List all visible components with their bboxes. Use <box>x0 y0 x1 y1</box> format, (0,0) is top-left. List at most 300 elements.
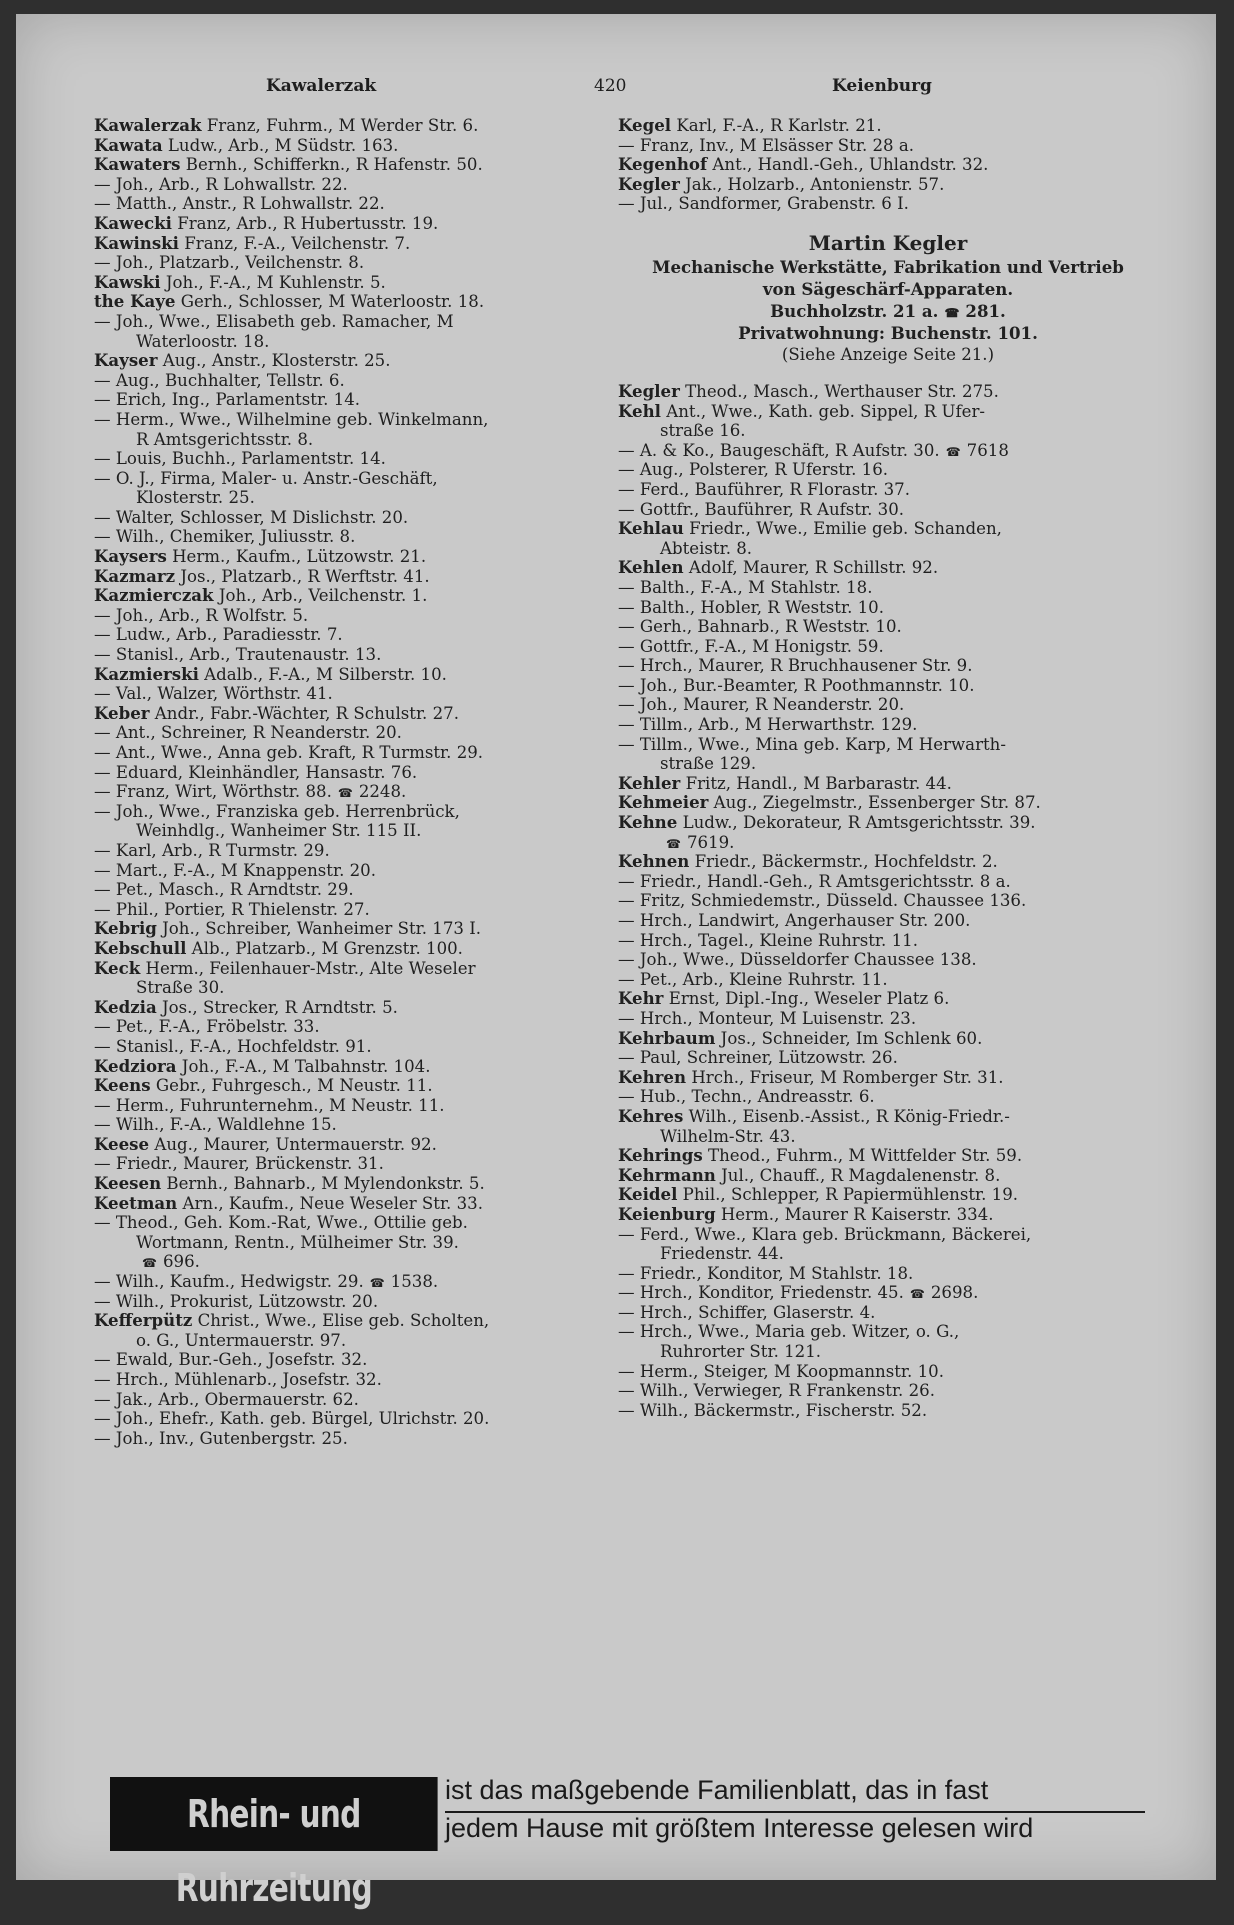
advertisement-line <box>618 300 1158 322</box>
directory-entry <box>94 1350 604 1370</box>
entry-text: — Friedr., Konditor, M Stahlstr. 18. <box>618 1263 914 1283</box>
directory-entry <box>618 617 1158 637</box>
directory-entry <box>618 1264 1158 1284</box>
surname: Kebrig <box>94 919 157 939</box>
entry-text: — Ant., Wwe., Anna geb. Kraft, R Turmstr. 29. <box>94 743 484 762</box>
surname: Keck <box>94 958 141 978</box>
directory-entry <box>618 931 1158 951</box>
entry-text: Gebr., Fuhrgesch., M Neustr. 11. <box>150 1076 433 1096</box>
directory-entry <box>94 1076 604 1096</box>
surname: Kazmarz <box>94 566 176 586</box>
entry-text: — Franz, Inv., M Elsässer Str. 28 a. <box>618 135 915 155</box>
entry-text: Hrch., Friseur, M Romberger Str. 31. <box>686 1067 1004 1087</box>
entry-text: — Theod., Geh. Kom.-Rat, Wwe., Ottilie geb. <box>94 1213 468 1233</box>
entry-text: — Hrch., Tagel., Kleine Ruhrstr. 11. <box>618 930 918 950</box>
directory-entry <box>94 1331 604 1351</box>
directory-entry <box>94 1017 604 1037</box>
entry-text: Klosterstr. 25. <box>136 488 255 508</box>
entry-text: Jul., Chauff., R Magdalenenstr. 8. <box>715 1165 1001 1185</box>
directory-entry <box>618 441 1158 461</box>
directory-entry <box>618 194 1158 214</box>
directory-entry <box>94 312 604 332</box>
directory-entry <box>94 194 604 214</box>
entry-text: — Ludw., Arb., Paradiesstr. 7. <box>94 625 343 645</box>
entry-text: Alb., Platzarb., M Grenzstr. 100. <box>186 938 463 958</box>
surname: Kehrings <box>618 1146 703 1166</box>
directory-entry <box>94 723 604 743</box>
entry-text: Karl, F.-A., R Karlstr. 21. <box>671 116 882 135</box>
entry-text: — Stanisl., Arb., Trautenaustr. 13. <box>94 645 382 665</box>
directory-entry <box>618 1029 1158 1049</box>
entry-text: Straße 30. <box>136 978 225 998</box>
entry-text: — Wilh., Bäckermstr., Fischerstr. 52. <box>618 1400 928 1420</box>
directory-entry <box>94 665 604 685</box>
entry-text: — Aug., Buchhalter, Tellstr. 6. <box>94 370 345 390</box>
directory-entry <box>94 939 604 959</box>
directory-entry <box>618 1322 1158 1342</box>
surname: Kazmierski <box>94 664 199 684</box>
entry-text: Ant., Wwe., Kath. geb. Sippel, R Ufer- <box>660 401 985 421</box>
directory-entry <box>94 136 604 156</box>
directory-entry <box>618 421 1158 441</box>
entry-text: — Hrch., Landwirt, Angerhauser Str. 200. <box>618 911 971 930</box>
directory-entry <box>94 1194 604 1214</box>
entry-text: Franz, Arb., R Hubertusstr. 19. <box>171 213 439 233</box>
entry-text: — Herm., Steiger, M Koopmannstr. 10. <box>618 1361 944 1381</box>
entry-text: — Joh., Wwe., Düsseldorfer Chaussee 138. <box>618 950 977 970</box>
entry-text: Joh., F.-A., M Kuhlenstr. 5. <box>160 272 386 292</box>
entry-text: Gerh., Schlosser, M Waterloostr. 18. <box>175 292 485 312</box>
entry-text: Christ., Wwe., Elise geb. Scholten, <box>192 1311 490 1331</box>
entry-text: Joh., Schreiber, Wanheimer Str. 173 I. <box>156 919 482 939</box>
entry-text: — Aug., Polsterer, R Uferstr. 16. <box>618 460 889 480</box>
entry-text: Arn., Kaufm., Neue Weseler Str. 33. <box>177 1193 483 1213</box>
entry-text: — O. J., Firma, Maler- u. Anstr.-Geschäft, <box>94 468 438 488</box>
directory-entry <box>618 1225 1158 1245</box>
directory-entry <box>618 833 1158 853</box>
surname: Kawata <box>94 135 163 155</box>
surname: Kehne <box>618 813 678 833</box>
directory-entry <box>94 802 604 822</box>
telephone-icon: ☎ <box>369 1276 385 1291</box>
phone-number: 696. <box>162 1252 200 1272</box>
telephone-icon: ☎ <box>337 786 353 801</box>
directory-entry <box>94 841 604 861</box>
directory-entry <box>94 1272 604 1292</box>
surname: Keens <box>94 1076 151 1096</box>
entry-text: — Fritz, Schmiedemstr., Düsseld. Chaussee 136. <box>618 891 1027 911</box>
directory-entry <box>618 460 1158 480</box>
surname: Kehnen <box>618 852 690 872</box>
surname: Kazmierczak <box>94 586 214 606</box>
directory-entry <box>94 430 604 450</box>
directory-entry <box>618 1401 1158 1421</box>
entry-text: Franz, Fuhrm., M Werder Str. 6. <box>201 116 479 135</box>
directory-entry <box>94 175 604 195</box>
entry-text: Martin Kegler <box>808 230 968 255</box>
telephone-icon: ☎ <box>944 305 960 320</box>
entry-text: — Ferd., Bauführer, R Florastr. 37. <box>618 479 911 499</box>
entry-text: — Joh., Maurer, R Neanderstr. 20. <box>618 695 905 715</box>
surname: Kawski <box>94 272 161 292</box>
surname: Kehl <box>618 401 661 421</box>
surname: Keesen <box>94 1174 162 1194</box>
entry-text: Jos., Platzarb., R Werftstr. 41. <box>175 566 430 586</box>
directory-entry <box>618 695 1158 715</box>
directory-entry <box>618 116 1158 136</box>
ad-slogan-line1: ist das maßgebende Familienblatt, das in fast <box>445 1775 989 1805</box>
directory-entry <box>618 1146 1158 1166</box>
directory-entry <box>618 774 1158 794</box>
directory-entry <box>94 1409 604 1429</box>
surname: Kehren <box>618 1067 687 1087</box>
directory-entry <box>94 567 604 587</box>
entry-text: Phil., Schlepper, R Papiermühlenstr. 19. <box>677 1185 1019 1205</box>
entry-text: o. G., Untermauerstr. 97. <box>136 1330 347 1350</box>
telephone-icon: ☎ <box>909 1287 925 1302</box>
entry-text: — Joh., Platzarb., Veilchenstr. 8. <box>94 253 365 273</box>
entry-text: — Herm., Wwe., Wilhelmine geb. Winkelmann, <box>94 409 489 429</box>
entry-text: — Tillm., Wwe., Mina geb. Karp, M Herwarth- <box>618 734 1006 754</box>
entry-text: — Karl, Arb., R Turmstr. 29. <box>94 840 330 860</box>
directory-entry <box>94 469 604 489</box>
directory-entry <box>94 763 604 783</box>
entry-text: — Tillm., Arb., M Herwarthstr. 129. <box>618 715 918 735</box>
entry-text: Jos., Schneider, Im Schlenk 60. <box>715 1028 983 1048</box>
telephone-icon: ☎ <box>142 1256 157 1271</box>
entry-text: Fritz, Handl., M Barbarastr. 44. <box>680 773 952 793</box>
surname: Keetman <box>94 1193 178 1213</box>
directory-entry <box>94 1213 604 1233</box>
directory-entry <box>94 410 604 430</box>
entry-text: — Joh., Arb., R Lohwallstr. 22. <box>94 174 348 194</box>
entry-text: — Gottfr., F.-A., M Honigstr. 59. <box>618 636 884 656</box>
surname: Kegler <box>618 174 680 194</box>
surname: Kayser <box>94 351 158 371</box>
entry-text: Ludw., Arb., M Südstr. 163. <box>162 135 399 155</box>
entry-text: — Matth., Anstr., R Lohwallstr. 22. <box>94 194 385 214</box>
directory-entry <box>94 1252 604 1272</box>
directory-entry <box>94 586 604 606</box>
entry-text: Abteistr. 8. <box>660 538 753 558</box>
entry-text: R Amtsgerichtsstr. 8. <box>136 429 314 449</box>
directory-entry <box>94 1037 604 1057</box>
entry-text: — Joh., Inv., Gutenbergstr. 25. <box>94 1428 348 1448</box>
entry-text: Aug., Ziegelmstr., Essenberger Str. 87. <box>708 793 1041 813</box>
entry-text: — Val., Walzer, Wörthstr. 41. <box>94 684 333 704</box>
directory-entry <box>94 998 604 1018</box>
phone-number: 7618 <box>966 440 1009 460</box>
surname: Kehlau <box>618 519 684 539</box>
ad-slogan-line2: jedem Hause mit größtem Interesse gelesen wird <box>445 1813 1034 1843</box>
phone-number: 7619. <box>686 832 735 852</box>
surname: Kedziora <box>94 1056 177 1076</box>
entry-text: — Hrch., Maurer, R Bruchhausener Str. 9. <box>618 656 973 676</box>
surname: Keese <box>94 1134 150 1154</box>
entry-text: Weinhdlg., Wanheimer Str. 115 II. <box>136 821 422 841</box>
entry-text: — Joh., Ehefr., Kath. geb. Bürgel, Ulrichstr. 20. <box>94 1409 490 1429</box>
entry-text: — Louis, Buchh., Parlamentstr. 14. <box>94 449 386 469</box>
directory-entry <box>618 852 1158 872</box>
directory-entry <box>94 1370 604 1390</box>
entry-text: von Sägeschärf-Apparaten. <box>762 278 1014 299</box>
entry-text: — Wilh., F.-A., Waldlehne 15. <box>94 1115 337 1135</box>
entry-text: Buchholzstr. 21 a. <box>770 300 939 321</box>
directory-entry <box>618 891 1158 911</box>
directory-entry <box>94 1390 604 1410</box>
directory-entry <box>618 1362 1158 1382</box>
surname: the Kaye <box>94 292 176 312</box>
directory-entry <box>94 606 604 626</box>
entry-text: Ludw., Dekorateur, R Amtsgerichtsstr. 39. <box>677 813 1036 833</box>
directory-entry <box>618 1107 1158 1127</box>
surname: Keidel <box>618 1185 678 1205</box>
entry-text: — Hrch., Schiffer, Glaserstr. 4. <box>618 1302 876 1322</box>
entry-text: Wilhelm-Str. 43. <box>660 1126 796 1146</box>
entry-text: — Hrch., Konditor, Friedenstr. 45. <box>618 1283 904 1303</box>
surname: Kefferpütz <box>94 1311 193 1331</box>
entry-text: — Franz, Wirt, Wörthstr. 88. <box>94 782 332 802</box>
surname: Kawaters <box>94 155 181 175</box>
surname: Kehr <box>618 989 664 1009</box>
directory-entry <box>618 558 1158 578</box>
entry-text: Friedr., Bäckermstr., Hochfeldstr. 2. <box>689 852 998 872</box>
telephone-icon: ☎ <box>945 444 961 459</box>
entry-text: Wilh., Eisenb.-Assist., R König-Friedr.- <box>683 1106 1010 1126</box>
entry-text: — Joh., Wwe., Franziska geb. Herrenbrück, <box>94 801 460 821</box>
surname: Kehmeier <box>618 793 709 813</box>
entry-text: — Wilh., Verwieger, R Frankenstr. 26. <box>618 1381 935 1401</box>
entry-text: Bernh., Bahnarb., M Mylendonkstr. 5. <box>161 1174 485 1194</box>
directory-entry <box>618 480 1158 500</box>
directory-entry <box>618 1127 1158 1147</box>
directory-entry <box>94 214 604 234</box>
directory-entry <box>618 656 1158 676</box>
directory-entry <box>618 1087 1158 1107</box>
directory-entry <box>94 273 604 293</box>
entry-text: Theod., Fuhrm., M Wittfelder Str. 59. <box>702 1146 1023 1166</box>
advertisement-line <box>618 230 1158 256</box>
entry-text: Friedr., Wwe., Emilie geb. Schanden, <box>683 519 1002 539</box>
entry-text: — Jul., Sandformer, Grabenstr. 6 I. <box>618 194 909 214</box>
phone-number: 2698. <box>930 1283 979 1303</box>
entry-text: — Herm., Fuhrunternehm., M Neustr. 11. <box>94 1095 445 1115</box>
directory-entry <box>618 402 1158 422</box>
surname: Kehrmann <box>618 1165 716 1185</box>
spacer <box>618 214 1158 230</box>
directory-entry <box>618 676 1158 696</box>
directory-entry <box>618 1166 1158 1186</box>
directory-entry <box>618 175 1158 195</box>
directory-entry <box>618 1048 1158 1068</box>
directory-entry <box>94 292 604 312</box>
entry-text: — A. & Ko., Baugeschäft, R Aufstr. 30. <box>618 440 940 460</box>
directory-entry <box>94 1429 604 1449</box>
directory-entry <box>94 449 604 469</box>
directory-entry <box>618 1009 1158 1029</box>
entry-text: Herm., Maurer R Kaiserstr. 334. <box>715 1204 994 1224</box>
directory-entry <box>94 959 604 979</box>
surname: Keber <box>94 703 150 723</box>
directory-entry <box>618 1303 1158 1323</box>
directory-entry <box>618 970 1158 990</box>
entry-text: — Paul, Schreiner, Lützowstr. 26. <box>618 1048 898 1068</box>
entry-text: — Balth., F.-A., M Stahlstr. 18. <box>618 577 873 597</box>
directory-entry <box>94 704 604 724</box>
entry-text: — Balth., Hobler, R Weststr. 10. <box>618 597 885 617</box>
phone-number: 281. <box>965 300 1006 321</box>
directory-entry <box>94 1174 604 1194</box>
spacer <box>618 366 1158 382</box>
directory-entry <box>618 1283 1158 1303</box>
entry-text: — Wilh., Chemiker, Juliusstr. 8. <box>94 527 356 547</box>
entry-text: — Friedr., Maurer, Brückenstr. 31. <box>94 1154 384 1174</box>
entry-text: — Hrch., Mühlenarb., Josefstr. 32. <box>94 1370 382 1389</box>
directory-entry <box>94 371 604 391</box>
entry-text: — Wilh., Prokurist, Lützowstr. 20. <box>94 1291 379 1311</box>
entry-text: Franz, F.-A., Veilchenstr. 7. <box>178 233 411 253</box>
directory-entry <box>94 527 604 547</box>
directory-entry <box>618 637 1158 657</box>
surname: Kegel <box>618 116 672 135</box>
directory-entry <box>618 539 1158 559</box>
directory-entry <box>618 715 1158 735</box>
directory-entry <box>94 625 604 645</box>
directory-entry <box>618 136 1158 156</box>
entry-text: — Pet., Masch., R Arndtstr. 29. <box>94 880 354 900</box>
directory-entry <box>94 253 604 273</box>
entry-text: — Hub., Techn., Andreasstr. 6. <box>618 1087 875 1107</box>
directory-entry <box>618 735 1158 755</box>
directory-entry <box>618 519 1158 539</box>
surname: Kawinski <box>94 233 179 253</box>
directory-entry <box>94 116 604 136</box>
entry-text: Jos., Strecker, R Arndtstr. 5. <box>156 997 398 1017</box>
entry-text: — Gottfr., Bauführer, R Aufstr. 30. <box>618 499 905 519</box>
directory-entry <box>618 1068 1158 1088</box>
advertisement-line <box>618 344 1158 366</box>
entry-text: Mechanische Werkstätte, Fabrikation und Vertrieb <box>652 256 1124 277</box>
entry-text: (Siehe Anzeige Seite 21.) <box>781 344 995 364</box>
left-column <box>94 116 604 1448</box>
directory-entry <box>94 332 604 352</box>
entry-text: Herm., Kaufm., Lützowstr. 21. <box>166 547 427 567</box>
directory-entry <box>94 351 604 371</box>
surname: Kebschull <box>94 938 187 958</box>
directory-entry <box>618 1342 1158 1362</box>
directory-entry <box>94 155 604 175</box>
surname: Kegler <box>618 381 680 401</box>
entry-text: straße 16. <box>660 421 746 441</box>
directory-entry <box>618 382 1158 402</box>
entry-text: Ruhrorter Str. 121. <box>660 1342 822 1362</box>
advertisement-line <box>618 278 1158 300</box>
directory-entry <box>94 645 604 665</box>
entry-text: — Walter, Schlosser, M Dislichstr. 20. <box>94 507 409 527</box>
telephone-icon: ☎ <box>666 836 681 851</box>
directory-entry <box>94 547 604 567</box>
directory-entry <box>94 782 604 802</box>
entry-text: — Joh., Wwe., Elisabeth geb. Ramacher, M <box>94 311 454 331</box>
directory-entry <box>94 900 604 920</box>
surname: Kehler <box>618 773 681 793</box>
advertisement-line <box>618 322 1158 344</box>
entry-text: — Mart., F.-A., M Knappenstr. 20. <box>94 860 377 880</box>
directory-entry <box>618 813 1158 833</box>
right-column <box>618 116 1158 1420</box>
newspaper-ad-banner <box>110 1775 1140 1910</box>
directory-entry <box>94 1233 604 1253</box>
entry-text: — Hrch., Wwe., Maria geb. Witzer, o. G., <box>618 1322 960 1342</box>
surname: Kegenhof <box>618 155 708 175</box>
directory-entry <box>94 684 604 704</box>
entry-text: — Joh., Bur.-Beamter, R Poothmannstr. 10. <box>618 675 975 695</box>
entry-text: — Wilh., Kaufm., Hedwigstr. 29. <box>94 1272 364 1292</box>
directory-entry <box>618 754 1158 774</box>
directory-entry <box>94 978 604 998</box>
entry-text: — Ant., Schreiner, R Neanderstr. 20. <box>94 723 402 743</box>
directory-entry <box>94 488 604 508</box>
phone-number: 2248. <box>358 782 407 802</box>
directory-entry <box>618 578 1158 598</box>
entry-text: Aug., Anstr., Klosterstr. 25. <box>157 351 391 371</box>
directory-entry <box>618 1381 1158 1401</box>
entry-text: Adolf, Maurer, R Schillstr. 92. <box>683 558 939 578</box>
phone-number: 1538. <box>390 1272 439 1292</box>
directory-entry <box>618 500 1158 520</box>
entry-text: Joh., F.-A., M Talbahnstr. 104. <box>176 1056 431 1076</box>
entry-text: Adalb., F.-A., M Silberstr. 10. <box>198 664 447 684</box>
directory-entry <box>94 821 604 841</box>
entry-text: — Stanisl., F.-A., Hochfeldstr. 91. <box>94 1036 372 1056</box>
surname: Kehrbaum <box>618 1028 716 1048</box>
directory-entry <box>94 1154 604 1174</box>
entry-text: Jak., Holzarb., Antonienstr. 57. <box>679 174 945 194</box>
entry-text: — Pet., F.-A., Fröbelstr. 33. <box>94 1017 320 1037</box>
entry-text: — Joh., Arb., R Wolfstr. 5. <box>94 605 309 625</box>
surname: Kehlen <box>618 558 684 578</box>
surname: Kedzia <box>94 997 157 1017</box>
directory-entry <box>94 1096 604 1116</box>
entry-text: Ant., Handl.-Geh., Uhlandstr. 32. <box>707 155 989 175</box>
surname: Kehres <box>618 1106 684 1126</box>
header-right-keyword: Keienburg <box>832 76 932 96</box>
directory-entry <box>618 1185 1158 1205</box>
entry-text: — Eduard, Kleinhändler, Hansastr. 76. <box>94 762 418 782</box>
directory-entry <box>94 508 604 528</box>
directory-entry <box>618 872 1158 892</box>
header-left-keyword: Kawalerzak <box>266 76 377 96</box>
directory-entry <box>94 234 604 254</box>
entry-text: — Phil., Portier, R Thielenstr. 27. <box>94 899 370 919</box>
directory-entry <box>618 989 1158 1009</box>
entry-text: — Gerh., Bahnarb., R Weststr. 10. <box>618 617 902 637</box>
directory-entry <box>618 598 1158 618</box>
advertisement-line <box>618 256 1158 278</box>
directory-entry <box>618 793 1158 813</box>
newspaper-logo: Rhein- und Ruhrzeitung <box>110 1777 438 1851</box>
directory-entry <box>618 155 1158 175</box>
directory-entry <box>618 950 1158 970</box>
entry-text: Theod., Masch., Werthauser Str. 275. <box>679 381 999 401</box>
directory-entry <box>94 880 604 900</box>
entry-text: — Hrch., Monteur, M Luisenstr. 23. <box>618 1008 917 1028</box>
entry-text: Bernh., Schifferkn., R Hafenstr. 50. <box>180 155 483 175</box>
directory-entry <box>94 743 604 763</box>
entry-text: Ernst, Dipl.-Ing., Weseler Platz 6. <box>663 989 950 1009</box>
entry-text: — Ewald, Bur.-Geh., Josefstr. 32. <box>94 1350 368 1370</box>
directory-entry <box>94 1135 604 1155</box>
